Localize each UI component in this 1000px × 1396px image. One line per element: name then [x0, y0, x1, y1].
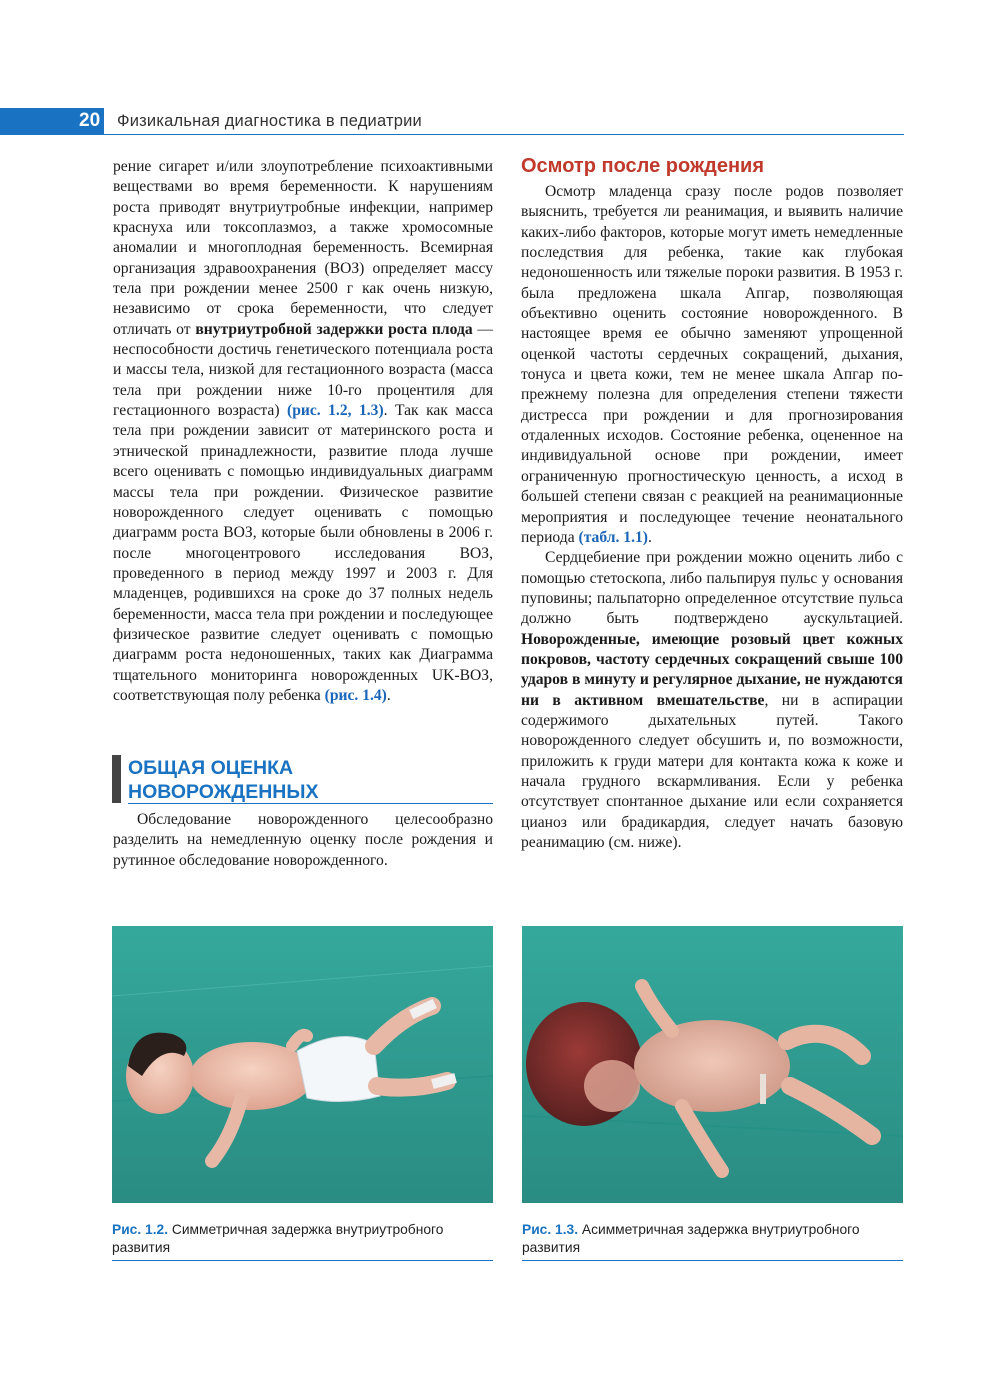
figure-1-3-illustration [522, 926, 903, 1203]
figure-1-2-caption-rule [112, 1260, 493, 1261]
left-column [113, 157, 493, 706]
figure-reference-1-2-1-3[interactable]: (рис. 1.2, 1.3) [287, 402, 384, 420]
right-column [521, 182, 903, 853]
figure-1-2-photo [112, 926, 493, 1203]
figure-reference-1-4[interactable]: (рис. 1.4) [324, 686, 387, 704]
figure-1-2-caption-text: Симметричная задержка внутриутробного развития [112, 1222, 444, 1255]
running-title: Физикальная диагностика в педиатрии [117, 112, 422, 130]
figure-1-3-photo [522, 926, 903, 1203]
key-statement: Новорожденные, имеющие розовый цвет кожных покровов, частоту сердечных сокращений свыше 100 ударов в минуту и регулярное дыхание, не нуждаются ни в активном вмешательстве [521, 630, 903, 709]
section-heading [112, 755, 493, 805]
figure-1-2-label: Рис. 1.2. [112, 1222, 169, 1237]
left-paragraph-1: рение сигарет и/или злоупотребление психоактивными веществами во время беременности. К нарушениям роста приводят внутриутробные инфекции, например краснуха или токсоплазмоз, а также хромосомные аномалии и многоплодная беременность. Всемирная организация здравоохранения (ВОЗ) определяет массу тела при рождении менее 2500 г как очень низкую, независимо от срока беременности, что следует отличать от внутриутробной задержки роста плода — неспособности достичь генетического потенциала роста и массы тела, низкой для гестационного возраста (масса тела при рождении ниже 10-го процентиля для гестационного возраста) (рис. 1.2, 1.3). Так как масса тела при рождении зависит от материнского роста и этнической принадлежности, развитие плода лучше всего оценивать с помощью индивидуальных диаграмм массы тела при рождении. Физическое развитие новорожденного следует оценивать с помощью диаграмм роста ВОЗ, которые были обновлены в 2006 г. после многоцентрового исследования ВОЗ, проведенного в период между 1997 и 2003 г. Для младенцев, родившихся на сроке до 37 полных недель беременности, масса тела при рождении и последующее физическое развитие следует оценивать с помощью диаграмм роста недоношенных, таких как Диаграмма тщательного мониторинга новорожденных UK-ВОЗ, соответствующая полу ребенка (рис. 1.4). [113, 158, 493, 704]
section-heading-line-1: ОБЩАЯ ОЦЕНКА [128, 757, 294, 779]
figure-1-3-caption-text: Асимметричная задержка внутриутробного развития [522, 1222, 860, 1255]
term-iugr: внутриутробной задержки роста плода [195, 320, 473, 338]
right-paragraph-1: Осмотр младенца сразу после родов позволяет выяснить, требуется ли реанимация, и выявить наличие каких-либо факторов, которые могут иметь немедленные последствия для ребенка, такие как глубокая недоношенность или тяжелые пороки развития. В 1953 г. была предложена шкала Апгар, позволяющая объективно оценить состояние новорожденного. В настоящее время ее обычно заменяют упрощенной оценкой частоты сердечных сокращений, дыхания, тонуса и цвета кожи, тем не менее шкала Апгар по-прежнему полезна для определения степени тяжести дистресса при рождении и для прогнозирования отдаленных исходов. Состояние ребенка, оцененное на индивидуальной основе при рождении, имеет ограниченную прогностическую ценность, а исход в большей степени связан с реакцией на реанимационные мероприятия и последующее течение неонатального периода (табл. 1.1). [521, 183, 903, 546]
table-reference-1-1[interactable]: (табл. 1.1) [578, 528, 648, 546]
section-heading-line-2: НОВОРОЖДЕННЫХ [128, 781, 319, 803]
figure-1-2-caption [112, 1221, 493, 1257]
figure-1-2-illustration [112, 926, 493, 1203]
right-paragraph-2: Сердцебиение при рождении можно оценить либо с помощью стетоскопа, либо пальпируя пульс у основания пуповины; пальпаторно определенное отсутствие пульса должно быть подтверждено аускультацией. Новорожденные, имеющие розовый цвет кожных покровов, частоту сердечных сокращений свыше 100 ударов в минуту и регулярное дыхание, не нуждаются ни в активном вмешательстве, ни в аспирации содержимого дыхательных путей. Такого новорожденного следует обсушить и, по возможности, приложить к груди матери для контакта кожа к коже и начала грудного вскармливания. Если у ребенка отсутствует спонтанное дыхание или если сохраняется цианоз или брадикардия, следует начать базовую реанимацию (см. ниже). [521, 549, 904, 851]
section-heading-rule [128, 803, 493, 804]
left-column-2 [113, 810, 493, 871]
left-paragraph-2: Обследование новорожденного целесообразно разделить на немедленную оценку после рождения и рутинное обследование новорожденного. [113, 811, 493, 869]
section-heading-bar [112, 755, 121, 803]
subsection-heading: Осмотр после рождения [521, 155, 764, 177]
figure-1-3-label: Рис. 1.3. [522, 1222, 579, 1237]
header-rule [104, 134, 904, 135]
page-number: 20 [79, 110, 101, 131]
figure-1-3-caption [522, 1221, 903, 1257]
figure-1-3-caption-rule [522, 1260, 903, 1261]
